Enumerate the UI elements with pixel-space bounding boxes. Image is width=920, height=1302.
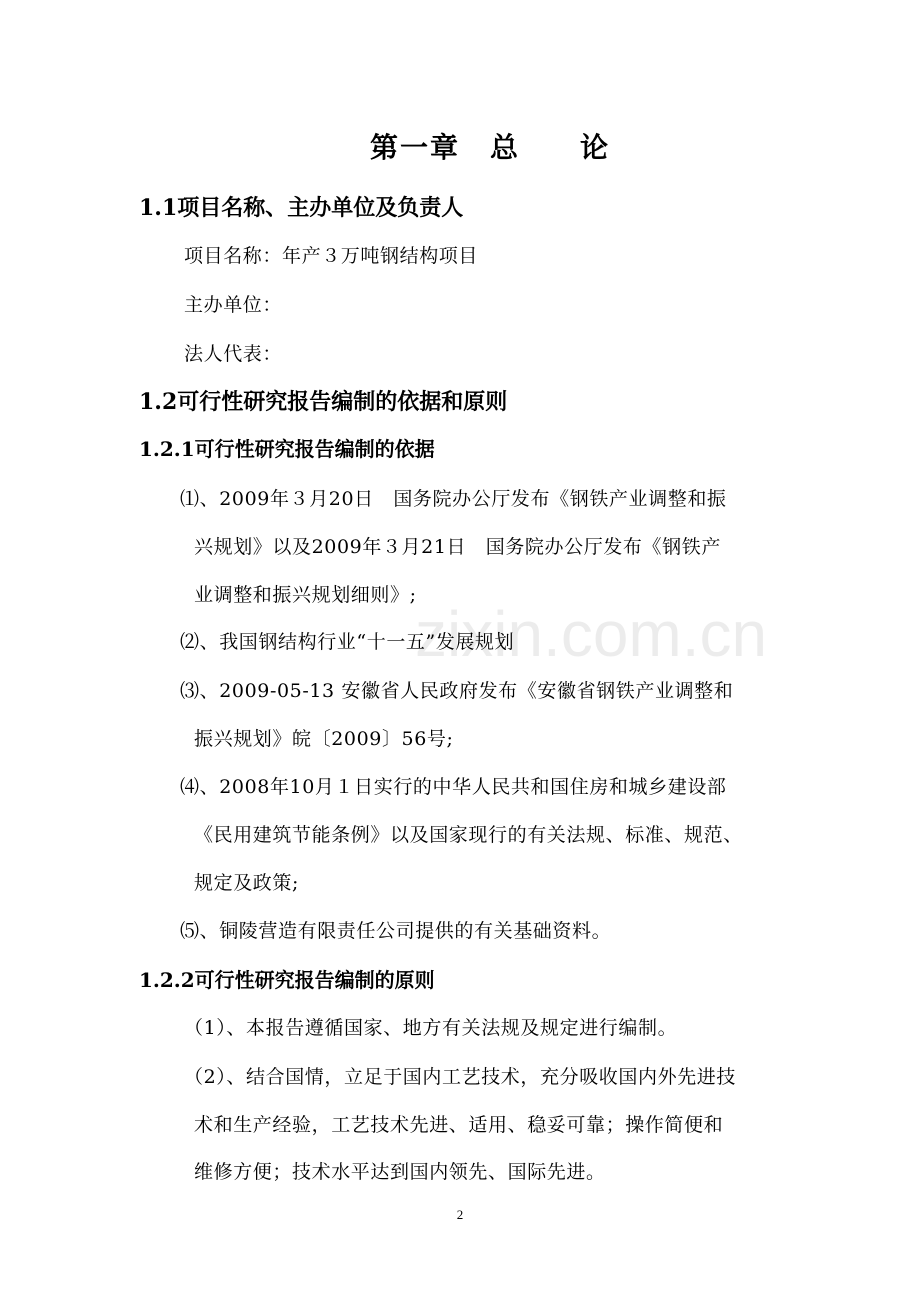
watermark-text: zixin.com.cn (415, 598, 768, 670)
principle-item-2-line-1: （2）、结合国情，立足于国内工艺技术，充分吸收国内外先进技 (184, 1066, 736, 1088)
legal-rep-line: 法人代表： (184, 343, 283, 365)
basis-item-3-line-2: 振兴规划》皖〔2009〕56号; (194, 728, 454, 750)
basis-item-3-line-1: ⑶、2009-05-13 安徽省人民政府发布《安徽省钢铁产业调整和 (180, 680, 734, 702)
project-name-line: 项目名称：年产３万吨钢结构项目 (184, 245, 479, 267)
section-1-1-heading: 1.1项目名称、主办单位及负责人 (139, 195, 464, 221)
section-1-2-2-heading: 1.2.2可行性研究报告编制的原则 (139, 968, 435, 992)
basis-item-2-line-1: ⑵、我国钢结构行业“十一五”发展规划 (180, 631, 515, 653)
basis-item-1-line-1: ⑴、2009年３月20日 国务院办公厅发布《钢铁产业调整和振 (180, 488, 727, 510)
basis-item-1-line-2: 兴规划》以及2009年３月21日 国务院办公厅发布《钢铁产 (194, 536, 721, 558)
basis-item-5-line-1: ⑸、铜陵营造有限责任公司提供的有关基础资料。 (180, 920, 612, 942)
basis-item-4-line-3: 规定及政策; (194, 872, 300, 894)
section-1-2-heading: 1.2可行性研究报告编制的依据和原则 (139, 389, 508, 415)
chapter-title: 第一章 总 论 (369, 131, 610, 164)
principle-item-1-line-1: （1）、本报告遵循国家、地方有关法规及规定进行编制。 (184, 1017, 678, 1039)
basis-item-4-line-2: 《民用建筑节能条例》以及国家现行的有关法规、标准、规范、 (194, 824, 743, 846)
principle-item-2-line-2: 术和生产经验，工艺技术先进、适用、稳妥可靠；操作简便和 (194, 1114, 724, 1136)
principle-item-2-line-3: 维修方便；技术水平达到国内领先、国际先进。 (194, 1161, 606, 1183)
basis-item-4-line-1: ⑷、2008年10月１日实行的中华人民共和国住房和城乡建设部 (180, 776, 727, 798)
section-1-2-1-heading: 1.2.1可行性研究报告编制的依据 (139, 437, 435, 461)
host-unit-line: 主办单位： (184, 294, 283, 316)
basis-item-1-line-3: 业调整和振兴规划细则》; (194, 584, 417, 606)
page-number: 2 (456, 1207, 464, 1222)
